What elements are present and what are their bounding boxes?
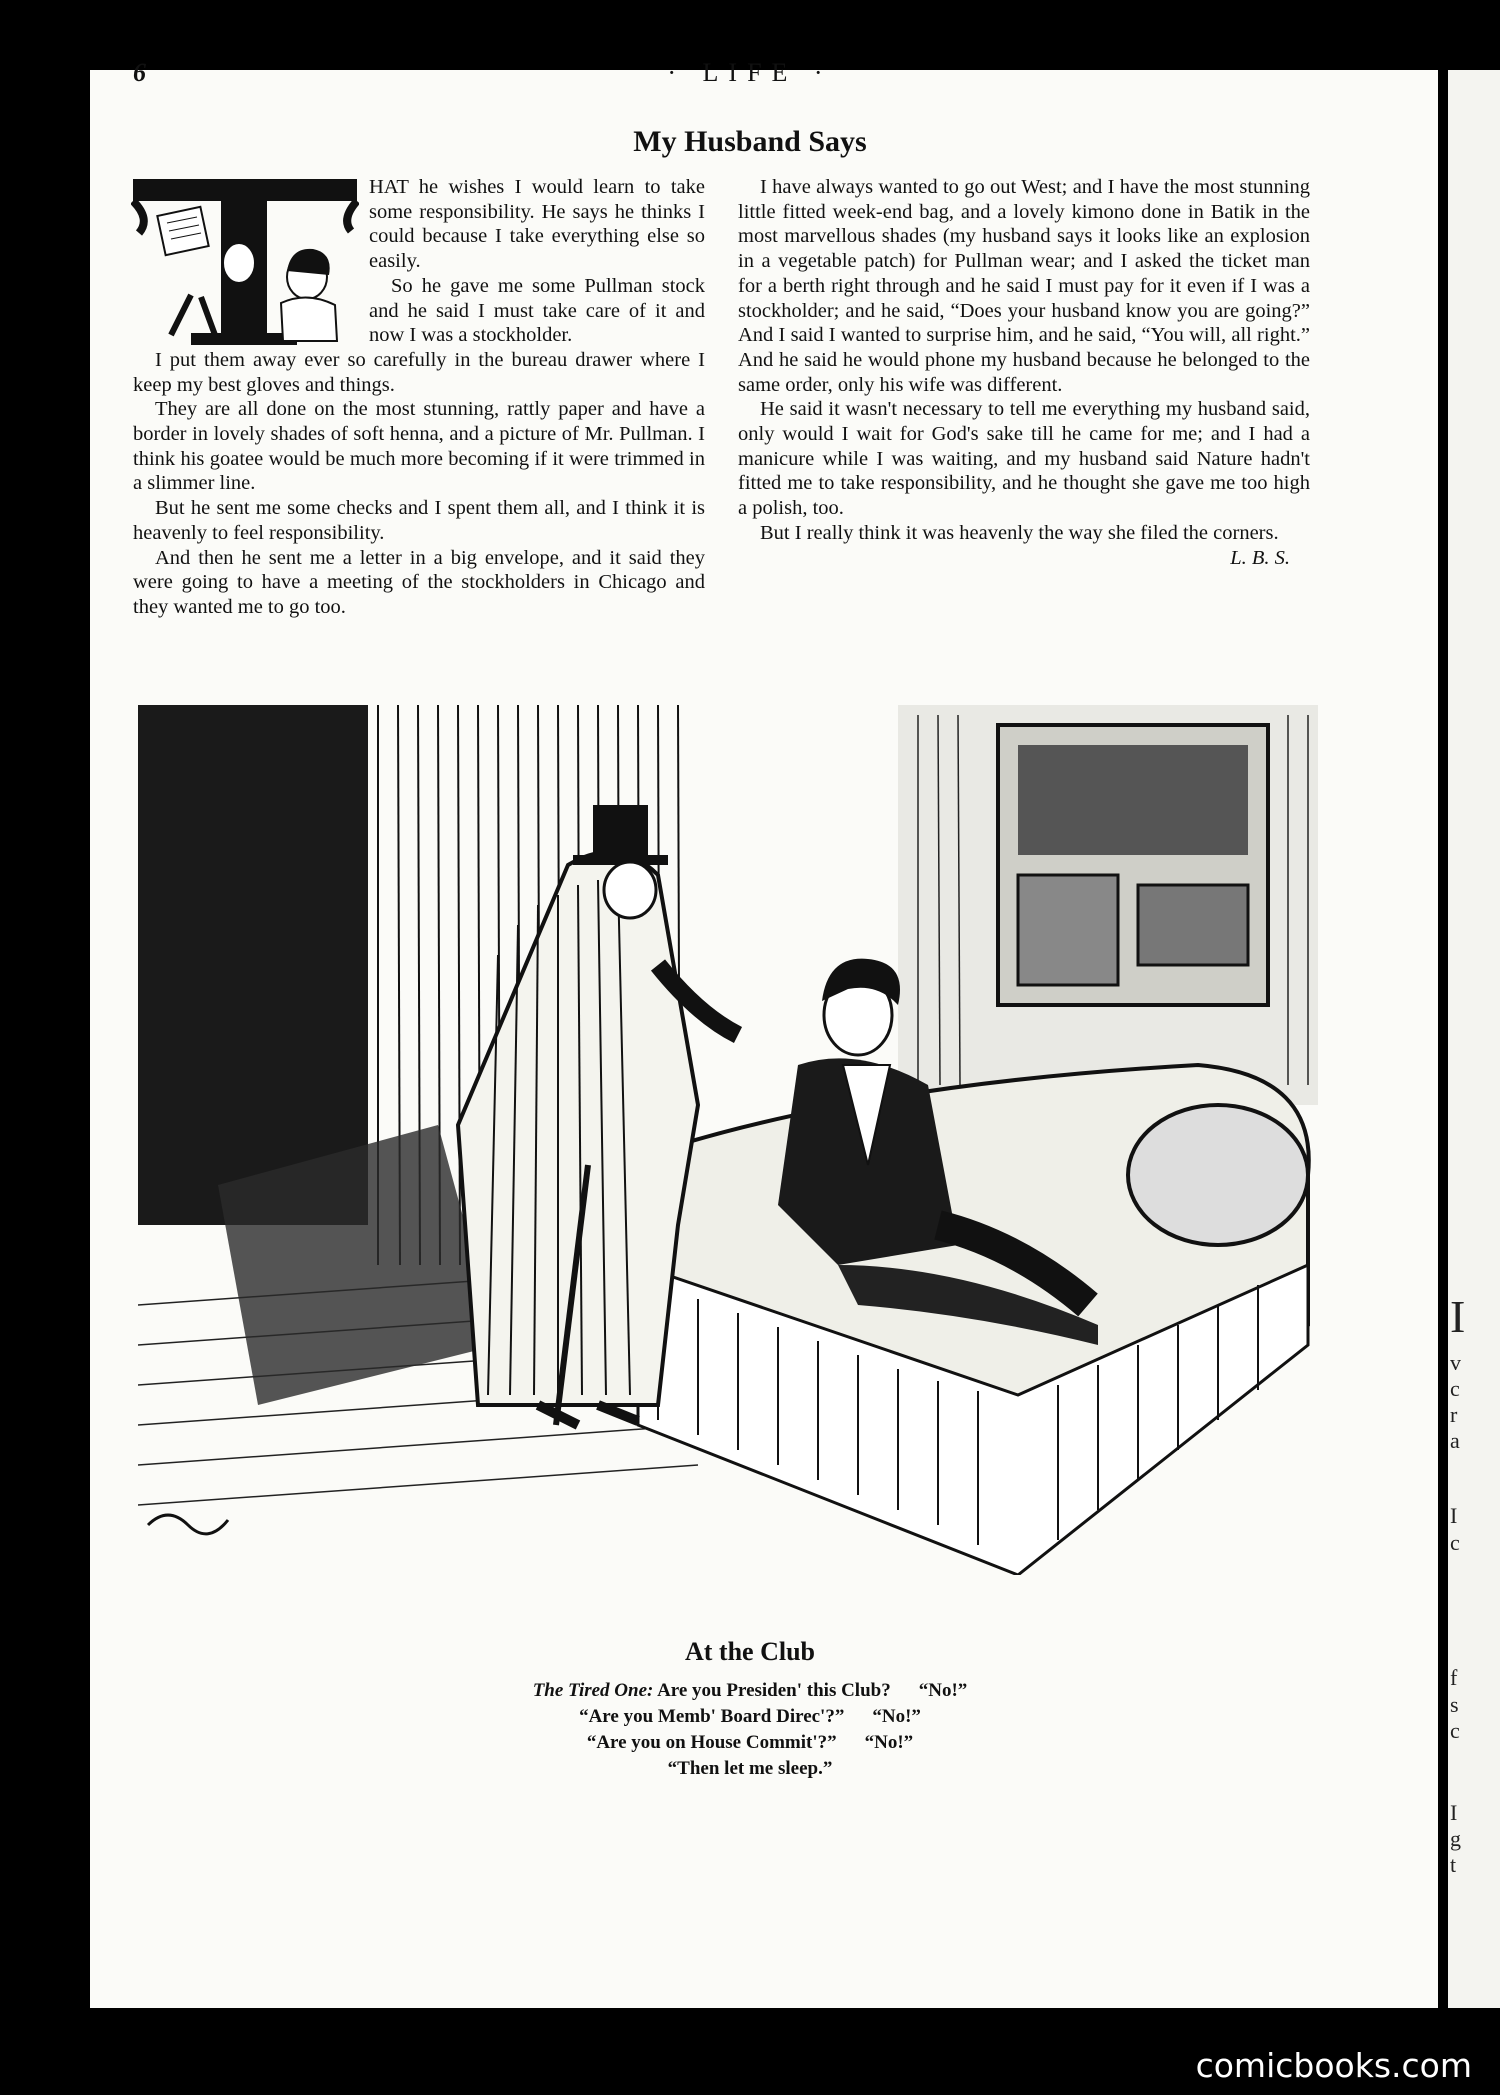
paragraph: But he sent me some checks and I spent them all, and I think it is heavenly to feel responsibility. [133,497,705,544]
dropcap-t-drawing [131,175,359,347]
dropcap-letter [131,157,141,357]
facing-page-fragment: a [1450,1428,1460,1453]
dialogue-answer: “No!” [918,1680,968,1701]
facing-page-fragment: t [1450,1852,1457,1877]
facing-page-fragment: c [1450,1530,1460,1555]
paragraph: And then he sent me a letter in a big envelope, and it said they were going to have a meeting of the stockholders in Chicago and they wanted me to go too. [133,546,705,618]
dialogue-question: “Are you Memb' Board Direc'?” [579,1706,845,1727]
facing-page-fragment: I [1450,1291,1466,1342]
facing-page-fragment: g [1450,1826,1461,1851]
article-left-column [133,175,705,620]
paragraph [738,521,1310,569]
cartoon-caption-title: At the Club [684,1637,815,1666]
facing-page-fragment: s [1450,1692,1459,1717]
cartoon-dialogue [0,1678,1500,1782]
paragraph: So he gave me some Pullman stock and he said I must take care of it and now I was a stockholder. [369,274,705,347]
facing-page-fragment: I [1450,1800,1458,1825]
dialogue-question: “Are you on House Commit'?” [586,1732,837,1753]
dialogue-line [0,1756,1500,1782]
paragraph: He said it wasn't necessary to tell me everything my husband said, only would I wait for God's sake till he came for me; and I had a manicure while I was waiting, and my husband said Nature hadn't fitted me to take responsibility, and he thought she gave me too high a polish, too. [738,398,1310,520]
paragraph: I put them away ever so carefully in the bureau drawer where I keep my best gloves and things. [133,348,705,396]
paragraph: They are all done on the most stunning, rattly paper and have a border in lovely shades of soft henna, and a picture of Mr. Pullman. I think his goatee would be much more becoming if it were trimmed in a slimmer line. [133,398,705,495]
site-watermark: comicbooks.com [1195,2046,1472,2085]
running-head: · LIFE · [667,58,833,87]
page-number: 6 [133,58,146,87]
paragraph: I have always wanted to go out West; and I have the most stunning little fitted week-end bag, and a lovely kimono done in Batik in the most marvellous shades (my husband says it looks like an explosion in a vegetable patch) for Pullman wear; and I asked the ticket man for a berth right through and he said I must pay for it even if I was a stockholder; and he said, “Does your husband know you are going?” And I said I wanted to surprise him, and he said, “You will, all right.” And he said he would phone my husband because he belonged to the same order, only his wife was different. [738,176,1310,396]
facing-page-fragment: c [1450,1376,1460,1401]
paragraph-text: But I really think it was heavenly the way she filed the corners. [760,521,1279,544]
dialogue-answer: “No!” [872,1706,921,1727]
dialogue-line [0,1678,1500,1704]
facing-page-fragment: r [1450,1402,1458,1427]
dialogue-line [0,1730,1500,1756]
facing-page-fragment: v [1450,1350,1461,1375]
club-scene-drawing [138,705,1318,1575]
article-title: My Husband Says [633,125,867,158]
dialogue-line [0,1704,1500,1730]
paragraph: HAT he wishes I would learn to take some responsibility. He says he thinks I could because I take everything else so easily. [369,176,705,273]
facing-page-fragment: c [1450,1718,1460,1743]
dialogue-answer: “No!” [864,1732,914,1753]
dropcap-illustration [131,175,359,347]
author-signature: L. B. S. [1230,546,1290,569]
facing-page-fragment: f [1450,1665,1458,1690]
facing-page-fragment: I [1450,1503,1458,1528]
article-right-column [738,175,1310,570]
dialogue-speaker: The Tired One: [532,1680,654,1701]
dialogue-question: “Then let me sleep.” [667,1758,833,1779]
dialogue-question: Are you Presiden' this Club? [657,1680,891,1701]
cartoon-illustration [138,705,1318,1575]
